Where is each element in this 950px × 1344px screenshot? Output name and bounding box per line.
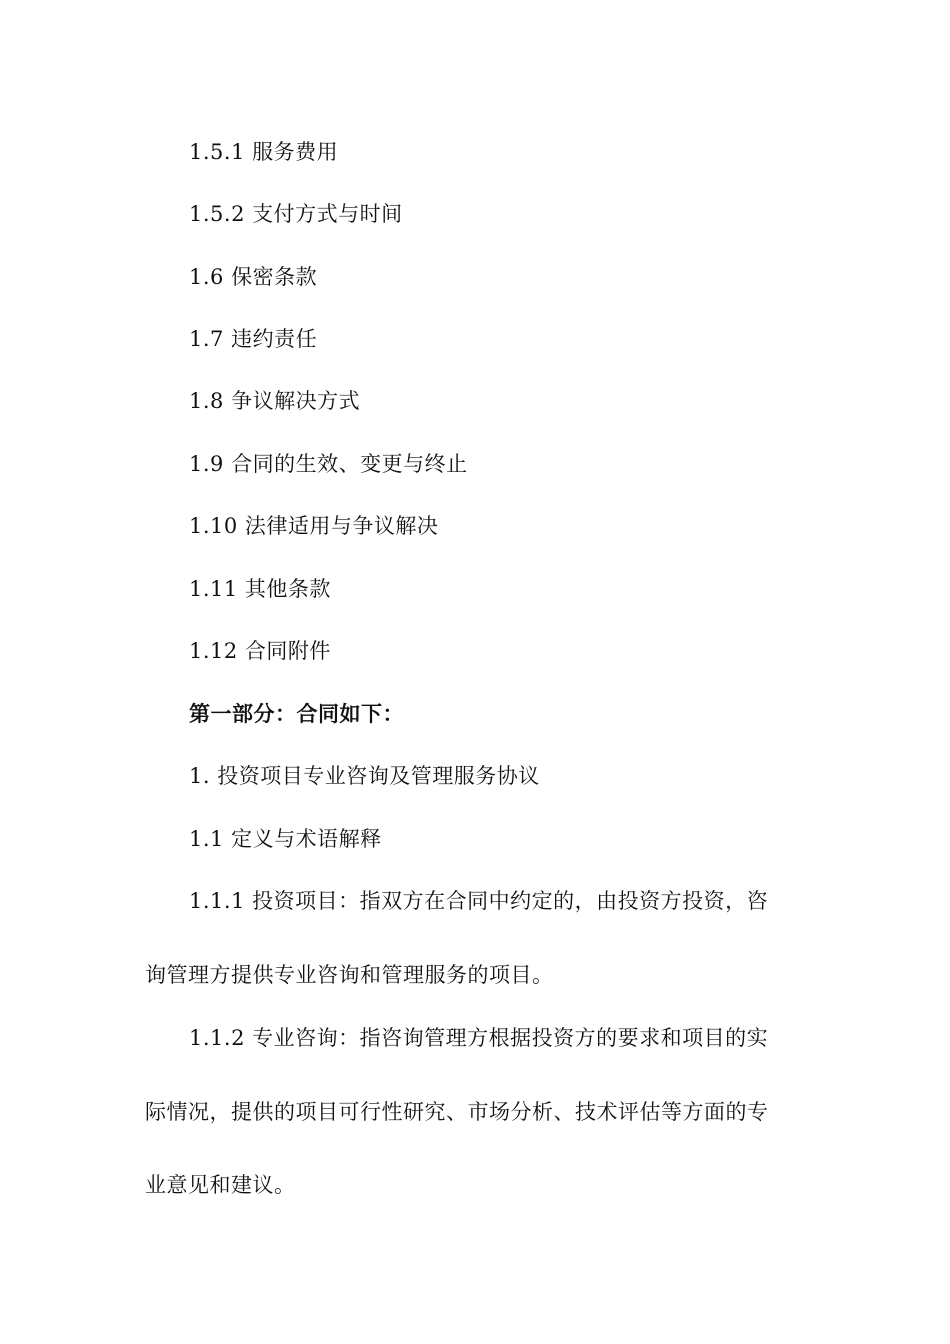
toc-item-1-8: 1.8 争议解决方式: [189, 389, 361, 413]
definition-1-1-1-line-1: 1.1.1 投资项目：指双方在合同中约定的，由投资方投资，咨: [189, 889, 769, 913]
toc-item-1-5-1: 1.5.1 服务费用: [189, 140, 339, 164]
agreement-title: 1. 投资项目专业咨询及管理服务协议: [189, 764, 540, 788]
definition-1-1-1-line-2: 询管理方提供专业咨询和管理服务的项目。: [145, 963, 554, 987]
definition-1-1-2-line-3: 业意见和建议。: [145, 1173, 296, 1197]
toc-item-1-9: 1.9 合同的生效、变更与终止: [189, 452, 468, 476]
toc-item-1-11: 1.11 其他条款: [189, 577, 331, 601]
definition-1-1-2-line-1: 1.1.2 专业咨询：指咨询管理方根据投资方的要求和项目的实: [189, 1026, 769, 1050]
toc-item-1-5-2: 1.5.2 支付方式与时间: [189, 202, 403, 226]
toc-item-1-12: 1.12 合同附件: [189, 639, 331, 663]
definition-1-1-2-line-2: 际情况，提供的项目可行性研究、市场分析、技术评估等方面的专: [145, 1100, 769, 1124]
toc-item-1-10: 1.10 法律适用与争议解决: [189, 514, 439, 538]
toc-item-1-6: 1.6 保密条款: [189, 265, 318, 289]
toc-item-1-7: 1.7 违约责任: [189, 327, 318, 351]
section-heading: 第一部分：合同如下：: [189, 702, 404, 726]
definitions-heading: 1.1 定义与术语解释: [189, 827, 382, 851]
